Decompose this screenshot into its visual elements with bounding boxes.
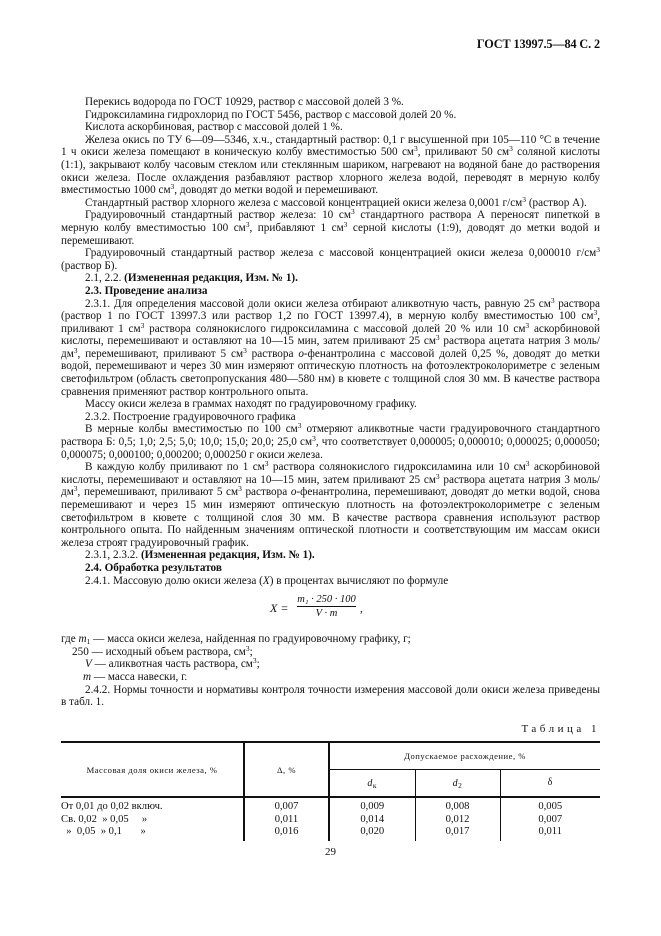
formula-denominator: V · m xyxy=(315,608,338,620)
standard-reference-header: ГОСТ 13997.5—84 С. 2 xyxy=(476,37,600,51)
table-caption: Таблица 1 xyxy=(521,722,600,735)
calibration-aliquots: В мерные колбы вместимостью по 100 $см^3$ отмеряют аликвотные части градуировочного стандартного раствора Б: 0,5; 1,0; 2,5; 5,0; 10,0; 15,0; 20,0; 25,0 $см^3$, что соответствует 0,000005; 0,000010; 0,000025; 0,000050; 0,000075; 0,000100; 0,000200; 0,000250 г окиси железа. xyxy=(61,421,600,461)
table-row: От 0,01 до 0,02 включ. 0,007 0,009 0,008 0,005 xyxy=(61,797,600,813)
accuracy-table xyxy=(61,741,600,841)
mass-fraction-formula: X = $\frac{\text{m₁ · 250 · 100}}{V \cdot m}$ , xyxy=(270,594,363,620)
formula-numerator: m₁ · 250 · 100 xyxy=(297,594,356,606)
reagent-ascorbic-acid: Кислота аскорбиновая, раствор с массовой долей 1 %. xyxy=(85,121,343,134)
document-body xyxy=(61,96,600,841)
legend-m: m — масса навески, г. xyxy=(83,670,188,683)
iron-mass-note: Массу окиси железа в граммах находят по градуировочному графику. xyxy=(85,398,417,411)
header-mass-fraction: Массовая доля окиси железа, % xyxy=(61,742,244,797)
section-heading-2-3: 2.3. Проведение анализа xyxy=(85,284,208,297)
formula-fraction xyxy=(297,593,356,620)
legend-m1: где $m_1$ — масса окиси железа, найденная по градуировочному графику, г; xyxy=(61,633,411,647)
accuracy-norms-note: 2.4.2. Нормы точности и нормативы контроля точности измерения массовой доли окиси железа приведены в табл. 1. xyxy=(61,683,600,709)
subsection-heading-2-3-2: 2.3.2. Построение градуировочного графика xyxy=(85,410,296,423)
calibration-procedure: В каждую колбу приливают по 1 $см^3$ раствора солянокислого гидроксиламина или 10 $см^3$ аскорбиновой кислоты, перемешивают и оставляют на 10—15 мин, затем приливают 25 $см^3$ раствора ацетата натрия 3 моль/$дм^3$, перемешивают, приливают 5 $см^3$ раствора о-фенантролина, перемешивают, доводят до метки водой, снова перемешивают и через 15 мин измеряют оптическую плотность на фотоэлектроколориметре с зеленым светофильтром в кювете с толщиной слоя 30 мм. В качестве раствора сравнения используют раствор контрольного опыта. По найденным значениям оптической плотности и соответствующим им массам окиси железа строят градуировочный график. xyxy=(61,459,600,549)
amendment-note-2-1: 2.1, 2.2. (Измененная редакция, Изм. № 1). xyxy=(85,272,298,285)
section-heading-2-4: 2.4. Обработка результатов xyxy=(85,561,222,574)
header-d2: $d_2$ xyxy=(415,770,500,798)
table-row: Св. 0,02 » 0,05 » 0,011 0,014 0,012 0,007 xyxy=(61,813,563,825)
header-allowed-divergence: Допускаемое расхождение, % xyxy=(329,742,600,770)
page-number: 29 xyxy=(325,846,336,858)
legend-v: V — аликвотная часть раствора, $см^3$; xyxy=(85,656,260,671)
formula-intro: 2.4.1. Массовую долю окиси железа (X) в процентах вычисляют по формуле xyxy=(85,574,449,587)
formula-lhs: X = xyxy=(270,601,289,616)
formula-variable-legend xyxy=(61,633,600,683)
standard-solution-b: Градуировочный стандартный раствор железа с массовой концентрацией окиси железа 0,000010 $г/см^3$ (раствор Б). xyxy=(61,245,600,272)
calibration-standard-solution: Градуировочный стандартный раствор железа: 10 $см^3$ стандартного раствора А переносят пипеткой в мерную колбу вместимостью 100 $см^3$, прибавляют 1 $см^3$ серной кислоты (1:9), доводят до метки водой и перемешивают. xyxy=(61,207,601,247)
header-dk: $d_к$ xyxy=(329,770,415,798)
legend-250: 250 — исходный объем раствора, $см^3$; xyxy=(72,643,253,658)
amendment-note-2-3: 2.3.1, 2.3.2. (Измененная редакция, Изм. № 1). xyxy=(85,549,315,562)
header-sigma: δ xyxy=(500,770,600,798)
header-delta: Δ, % xyxy=(244,742,329,797)
reagent-hydroxylamine: Гидроксиламина гидрохлорид по ГОСТ 5456, раствор с массовой долей 20 %. xyxy=(85,108,457,121)
procedure-2-3-1: 2.3.1. Для определения массовой доли окиси железа отбирают аликвотную часть, равную 25 $см^3$ раствора (раствор 1 по ГОСТ 13997.3 или раствор 1,2 по ГОСТ 13997.4), в мерную колбу вместимостью 100 $см^3$, приливают 1 $см^3$ раствора солянокислого гидроксиламина с массовой долей 20 % или 10 $см^3$ аскорбиновой кислоты, перемешивают и оставляют на 10—15 мин, затем приливают 25 $см^3$ раствора ацетата натрия 3 моль/$дм^3$, перемешивают, приливают 5 $см^3$ раствора о-фенантролина с массовой долей 0,25 %, доводят до метки водой, перемешивают и через 30 мин измеряют оптическую плотность на фотоэлектроколориметре с зеленым светофильтром (область светопропускания 480—580 нм) в кювете с толщиной слоя 30 мм. В качестве раствора сравнения применяют раствор контрольного опыта. xyxy=(61,295,600,398)
standard-solution-a: Стандартный раствор хлорного железа с массовой концентрацией окиси железа 0,0001 $г/см^3$ (раствор А). xyxy=(85,194,587,209)
reagent-iron-oxide: Железа окись по ТУ 6—09—5346, х.ч., стандартный раствор: 0,1 г высушенной при 105—110 °С в течение 1 ч окиси железа помещают в коническую колбу вместимостью 500 $см^3$, приливают 50 $см^3$ соляной кислоты (1:1), закрывают колбу часовым стеклом или стеклянным шариком, нагревают на водяной бане до растворения окиси железа. После охлаждения разбавляют раствор хлорного железа водой, переводят в мерную колбу вместимостью 1000 $см^3$, доводят до метки водой и перемешивают. xyxy=(61,133,600,197)
reagent-hydrogen-peroxide: Перекись водорода по ГОСТ 10929, раствор с массовой долей 3 %. xyxy=(85,96,404,108)
table-row: » 0,05 » 0,1 » 0,016 0,020 0,017 0,011 xyxy=(61,825,600,841)
